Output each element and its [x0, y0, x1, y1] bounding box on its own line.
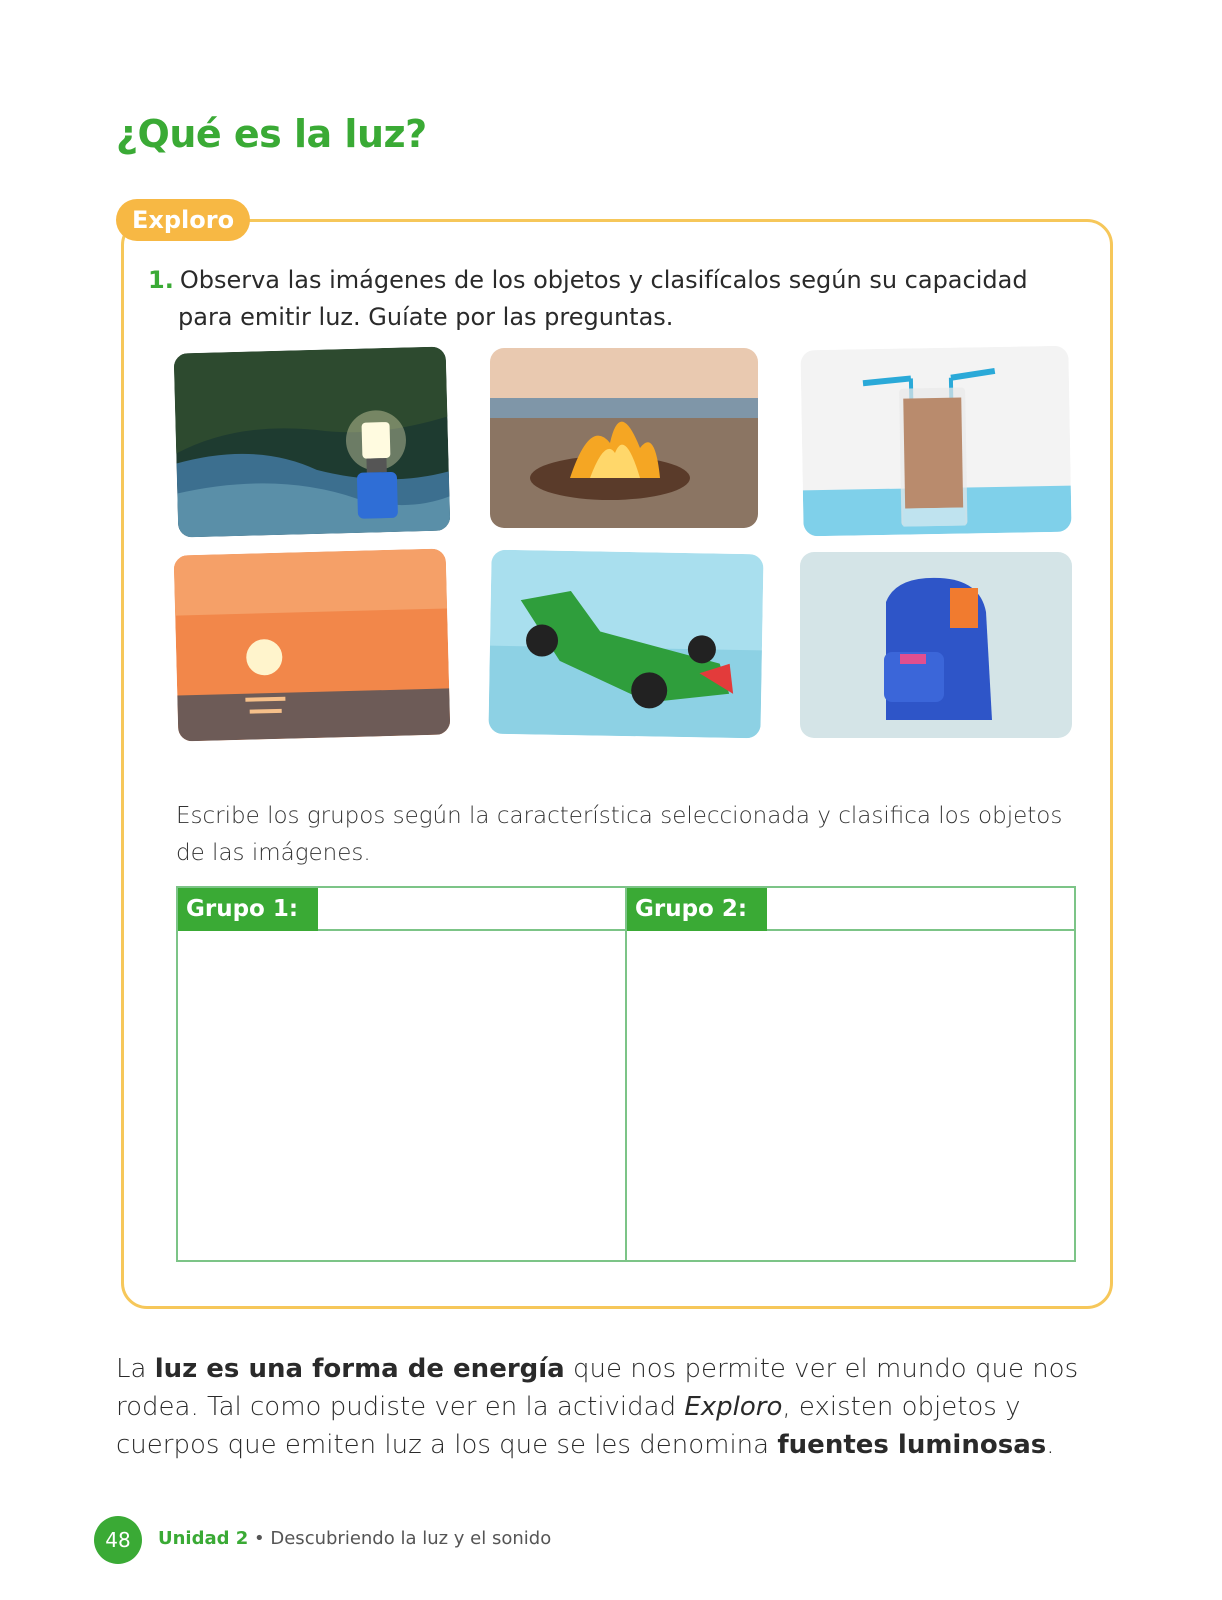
photo-chocolate-drink	[800, 346, 1071, 537]
body-paragraph	[116, 1350, 1116, 1464]
footer-unit-title: Descubriendo la luz y el sonido	[270, 1528, 552, 1549]
photo-lantern	[174, 346, 451, 537]
photo-toy-car	[488, 550, 763, 739]
question-line-1: Observa las imágenes de los objetos y clasifícalos según su capacidad	[179, 266, 1028, 294]
page-number: 48	[94, 1516, 142, 1564]
footer-unit	[158, 1528, 551, 1549]
body-text-1: La	[116, 1354, 155, 1384]
group-1-header	[178, 888, 625, 931]
body-text-2: que nos permite ver el mundo que nos rodea. Tal como pudiste ver en la actividad	[116, 1354, 1079, 1422]
group-2-header	[627, 888, 1074, 931]
footer-separator: •	[248, 1528, 271, 1549]
footer-unit-label: Unidad 2	[158, 1528, 249, 1549]
instruction-text: Escribe los grupos según la característica seleccionada y clasifica los objetos de las imágenes.	[176, 803, 1063, 866]
group-2-label: Grupo 2:	[627, 888, 767, 931]
classification-table	[176, 886, 1076, 1262]
question-line-2: para emitir luz. Guíate por las preguntas.	[178, 303, 674, 331]
page-title: ¿Qué es la luz?	[116, 112, 427, 156]
photo-campfire	[490, 348, 758, 528]
group-2-column	[625, 888, 1074, 1260]
group-1-label: Grupo 1:	[178, 888, 318, 931]
body-bold-2: fuentes luminosas	[777, 1430, 1047, 1460]
body-bold-1: luz es una forma de energía	[154, 1354, 565, 1384]
photo-sunset	[174, 548, 451, 741]
question-number: 1.	[148, 266, 174, 294]
photo-backpack	[800, 552, 1072, 738]
body-text-4: .	[1046, 1430, 1055, 1460]
body-text-3: , existen objetos y cuerpos que emiten luz a los que se les denomina	[116, 1392, 1021, 1460]
question-1	[148, 262, 1048, 336]
group-1-column	[178, 888, 625, 1260]
explore-tab: Exploro	[116, 199, 250, 241]
body-italic-1: Exploro	[684, 1392, 783, 1422]
